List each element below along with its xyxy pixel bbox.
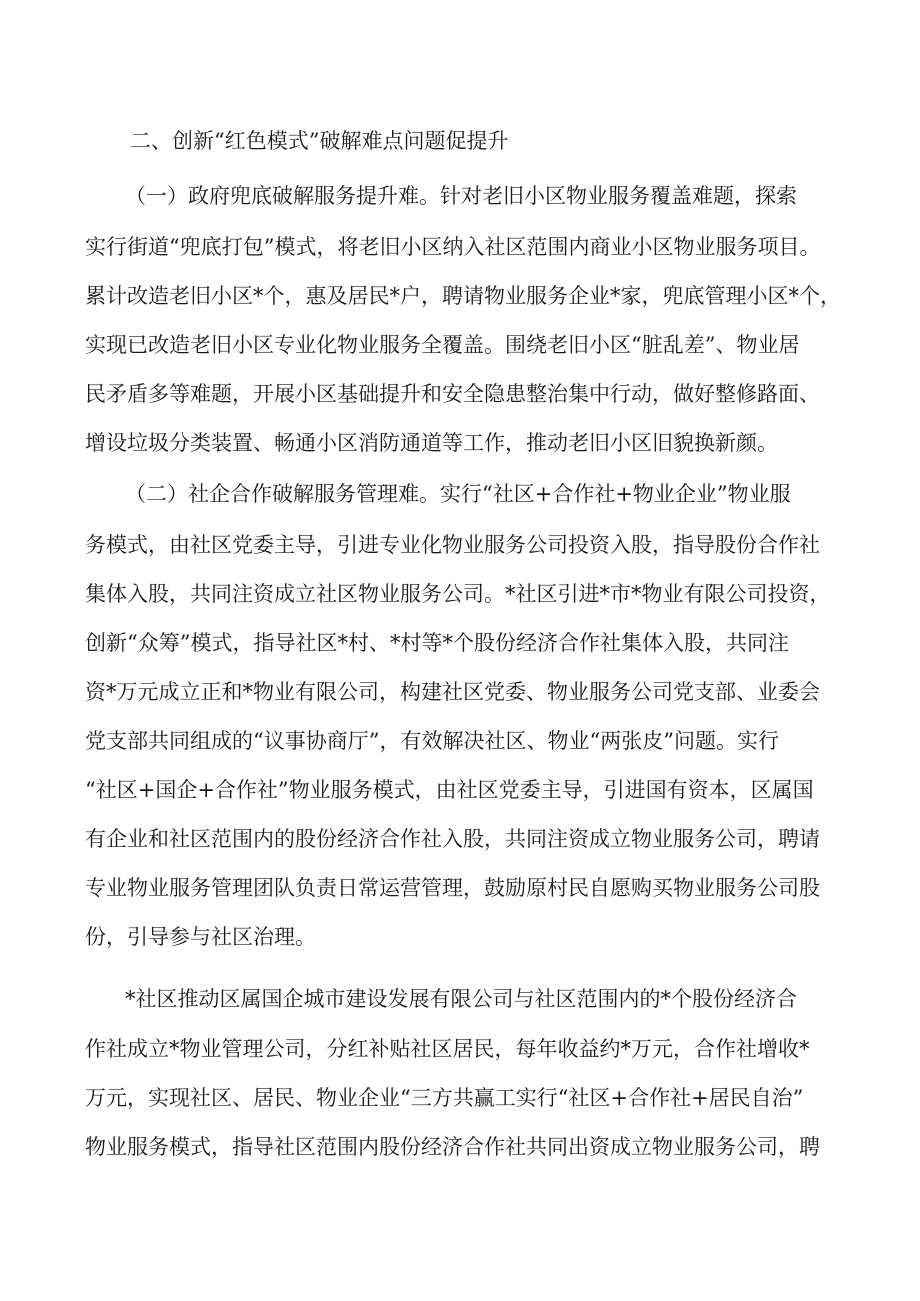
paragraph-line: 累计改造老旧小区*个，惠及居民*户，聘请物业服务企业*家，兜底管理小区*个， bbox=[85, 284, 841, 308]
paragraph-line: （二）社企合作破解服务管理难。实行“社区+合作社+物业企业”物业服 bbox=[125, 482, 791, 506]
paragraph-line: 万元，实现社区、居民、物业企业“三方共赢工实行“社区+合作社+居民自治” bbox=[85, 1086, 804, 1110]
paragraph-line: 创新“众筹”模式，指导社区*村、*村等*个股份经济合作社集体入股，共同注 bbox=[85, 631, 789, 655]
paragraph-line: 集体入股，共同注资成立社区物业服务公司。*社区引进*市*物业有限公司投资， bbox=[85, 582, 831, 606]
paragraph-line: 党支部共同组成的“议事协商厅”，有效解决社区、物业“两张皮”问题。实行 bbox=[85, 729, 779, 753]
section-heading: 二、创新“红色模式”破解难点问题促提升 bbox=[130, 129, 509, 153]
paragraph-line: 务模式，由社区党委主导，引进专业化物业服务公司投资入股，指导股份合作社 bbox=[85, 533, 820, 557]
paragraph-line: （一）政府兜底破解服务提升难。针对老旧小区物业服务覆盖难题，探索 bbox=[125, 184, 797, 208]
paragraph-line: *社区推动区属国企城市建设发展有限公司与社区范围内的*个股份经济合 bbox=[125, 987, 797, 1011]
paragraph-line: “社区+国企+合作社”物业服务模式，由社区党委主导，引进国有资本，区属国 bbox=[85, 778, 814, 802]
paragraph-line: 作社成立*物业管理公司，分红补贴社区居民，每年收益约*万元，合作社增收* bbox=[85, 1037, 810, 1061]
paragraph-line: 增设垃圾分类装置、畅通小区消防通道等工作，推动老旧小区旧貌换新颜。 bbox=[85, 431, 778, 455]
paragraph-line: 专业物业服务管理团队负责日常运营管理，鼓励原村民自愿购买物业服务公司股 bbox=[85, 876, 820, 900]
paragraph-line: 民矛盾多等难题，开展小区基础提升和安全隐患整治集中行动，做好整修路面、 bbox=[85, 382, 820, 406]
paragraph-line: 份，引导参与社区治理。 bbox=[85, 925, 316, 949]
paragraph-line: 实现已改造老旧小区专业化物业服务全覆盖。围绕老旧小区“脏乱差”、物业居 bbox=[85, 333, 800, 357]
paragraph-line: 物业服务模式，指导社区范围内股份经济合作社共同出资成立物业服务公司，聘 bbox=[85, 1135, 820, 1159]
paragraph-line: 有企业和社区范围内的股份经济合作社入股，共同注资成立物业服务公司，聘请 bbox=[85, 827, 820, 851]
paragraph-line: 资*万元成立正和*物业有限公司，构建社区党委、物业服务公司党支部、业委会 bbox=[85, 680, 820, 704]
paragraph-line: 实行街道“兜底打包”模式，将老旧小区纳入社区范围内商业小区物业服务项目。 bbox=[85, 235, 821, 259]
